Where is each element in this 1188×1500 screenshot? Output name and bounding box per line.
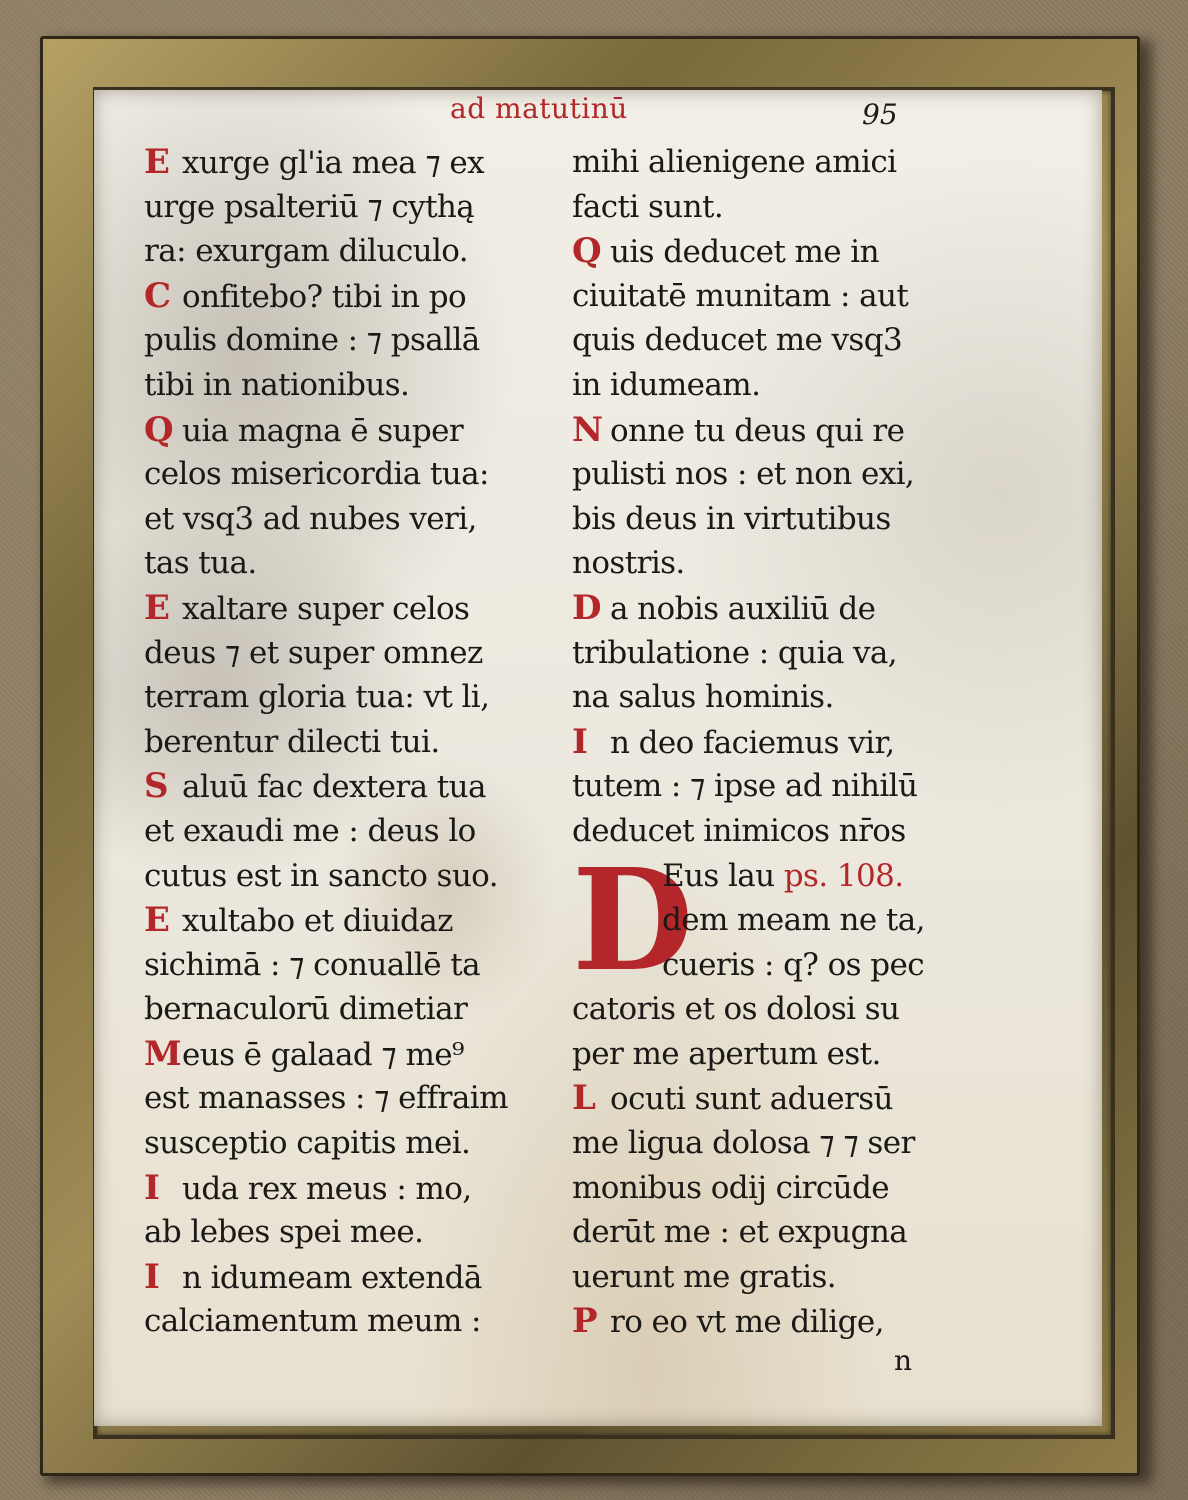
line-text: tutem : ⁊ ipse ad nihilū (572, 768, 918, 805)
text-line (144, 318, 554, 363)
line-text: calciamentum meum : (144, 1303, 481, 1340)
line-text: ab lebes spei mee. (144, 1214, 424, 1251)
line-text: pulisti nos : et non exi, (572, 456, 915, 493)
line-text: aluū fac dextera tua (182, 769, 486, 806)
line-text: celos misericordia tua: (144, 456, 489, 493)
text-line (572, 764, 982, 809)
text-line (572, 185, 982, 230)
line-text: terram gloria tua: vt li, (144, 679, 490, 716)
line-text: berentur dilecti tui. (144, 723, 440, 760)
text-line (572, 586, 982, 631)
rubricated-initial: I (144, 1256, 160, 1297)
line-text: uis deducet me in (610, 234, 879, 271)
text-line (572, 1255, 982, 1300)
text-line (572, 541, 982, 586)
text-line (144, 586, 554, 631)
line-text: et exaudi me : deus lo (144, 812, 476, 849)
text-line (572, 318, 982, 363)
left-text-column (144, 140, 554, 1344)
line-text: monibus odij circūde (572, 1169, 890, 1206)
line-text: cutus est in sancto suo. (144, 857, 498, 894)
line-text: uia magna ē super (182, 412, 464, 449)
page-header (94, 92, 1102, 132)
psalm-line-text: cueris : q? os pec (662, 946, 924, 983)
text-line (144, 631, 554, 676)
text-line (144, 497, 554, 542)
line-text: nostris. (572, 545, 685, 582)
text-line (144, 408, 554, 453)
line-text: eus ē galaad ⁊ me⁹ (182, 1036, 464, 1073)
psalm-initial: D (572, 838, 694, 1003)
line-text: onne tu deus qui re (610, 412, 905, 449)
text-line (144, 675, 554, 720)
line-text: n deo faciemus vir, (610, 724, 895, 761)
folio-number: 95 (862, 98, 898, 131)
text-line (572, 140, 982, 185)
text-line (144, 1255, 554, 1300)
text-line (144, 185, 554, 230)
line-text: xurge gl'ia mea ⁊ ex (182, 145, 485, 181)
line-text: na salus hominis. (572, 679, 834, 716)
line-text: tibi in nationibus. (144, 366, 410, 403)
line-text: catoris et os dolosi su (572, 991, 900, 1028)
text-line (144, 854, 554, 899)
running-head: ad matutinū (450, 92, 628, 125)
line-text: sichimā : ⁊ conuallē ta (144, 946, 480, 983)
rubricated-initial: I (572, 721, 588, 762)
text-line (572, 408, 982, 453)
line-text: me ligua dolosa ⁊ ⁊ ser (572, 1125, 915, 1162)
text-line (144, 1121, 554, 1166)
line-text: et vsq3 ad nubes veri, (144, 500, 477, 537)
rubricated-initial: E (144, 142, 170, 182)
text-line (144, 140, 554, 185)
rubricated-initial: D (572, 587, 601, 628)
text-line (144, 229, 554, 274)
line-text: xaltare super celos (182, 590, 470, 627)
text-line (144, 1166, 554, 1211)
rubricated-initial: I (144, 1167, 160, 1208)
text-line (144, 809, 554, 854)
line-text: ocuti sunt aduersū (610, 1081, 893, 1118)
line-text: in idumeam. (572, 366, 761, 403)
text-line (572, 363, 982, 408)
text-line (144, 987, 554, 1032)
psalm-line-text: dem meam ne ta, (662, 902, 925, 939)
text-line (144, 274, 554, 319)
rubricated-initial: S (144, 766, 168, 807)
text-line (572, 631, 982, 676)
text-line (572, 1166, 982, 1211)
psalm-line (662, 898, 925, 943)
text-line (144, 541, 554, 586)
right-column-bottom (572, 987, 982, 1344)
line-text: uda rex meus : mo, (182, 1170, 472, 1207)
text-line (572, 675, 982, 720)
line-text: facti sunt. (572, 188, 724, 225)
psalm-line (662, 943, 924, 988)
text-line (144, 363, 554, 408)
text-line (144, 943, 554, 988)
psalm-line-text: Eus lau (662, 857, 784, 894)
text-line (572, 1121, 982, 1166)
line-text: ra: exurgam diluculo. (144, 233, 469, 270)
right-text-column (572, 140, 982, 1344)
rubricated-initial: Q (572, 231, 602, 272)
text-line (572, 274, 982, 319)
line-text: bernaculorū dimetiar (144, 991, 468, 1028)
line-text: ro eo vt me dilige, (610, 1304, 884, 1341)
line-text: urge psalteriū ⁊ cythą (144, 188, 475, 225)
rubricated-initial: L (572, 1078, 596, 1119)
line-text: deus ⁊ et super omnez (144, 634, 483, 671)
line-text: tribulatione : quia va, (572, 634, 898, 671)
line-text: n idumeam extendā (182, 1259, 482, 1296)
text-line (572, 229, 982, 274)
line-text: xultabo et diuidaz (182, 903, 453, 940)
text-line (144, 898, 554, 943)
line-text: derūt me : et expugna (572, 1214, 908, 1251)
rubricated-initial: N (572, 409, 603, 450)
rubricated-initial: P (572, 1301, 597, 1342)
catchword: n (894, 1344, 913, 1377)
line-text: quis deducet me vsq3 (572, 322, 903, 359)
text-line (144, 720, 554, 765)
text-line (144, 1210, 554, 1255)
line-text: ciuitatē munitam : aut (572, 277, 909, 314)
rubricated-initial: M (144, 1033, 182, 1074)
text-line (144, 764, 554, 809)
line-text: est manasses : ⁊ effraim (144, 1080, 508, 1117)
psalm-line (662, 854, 903, 899)
psalm-number-rubric: ps. 108. (783, 857, 904, 894)
line-text: pulis domine : ⁊ psallā (144, 322, 480, 359)
psalm-block (572, 838, 982, 1003)
rubricated-initial: E (144, 900, 170, 941)
text-line (144, 1076, 554, 1121)
text-line (572, 1210, 982, 1255)
text-line (144, 452, 554, 497)
right-column-top (572, 140, 982, 854)
line-text: a nobis auxiliū de (610, 590, 876, 627)
line-text: tas tua. (144, 545, 257, 582)
text-line (144, 1299, 554, 1344)
line-text: deducet inimicos nr̄os (572, 812, 906, 849)
line-text: uerunt me gratis. (572, 1258, 837, 1295)
text-line (572, 452, 982, 497)
manuscript-page (94, 90, 1102, 1426)
line-text: susceptio capitis mei. (144, 1125, 471, 1162)
text-line (572, 1032, 982, 1077)
text-line (144, 1032, 554, 1077)
rubricated-initial: Q (144, 409, 174, 450)
text-line (572, 1076, 982, 1121)
text-line (572, 1299, 982, 1344)
line-text: bis deus in virtutibus (572, 500, 891, 537)
rubricated-initial: E (144, 587, 170, 628)
line-text: onfitebo? tibi in po (182, 278, 467, 315)
text-line (572, 720, 982, 765)
text-line (572, 497, 982, 542)
line-text: per me apertum est. (572, 1035, 881, 1072)
rubricated-initial: C (144, 275, 171, 316)
line-text: mihi alienigene amici (572, 144, 897, 180)
